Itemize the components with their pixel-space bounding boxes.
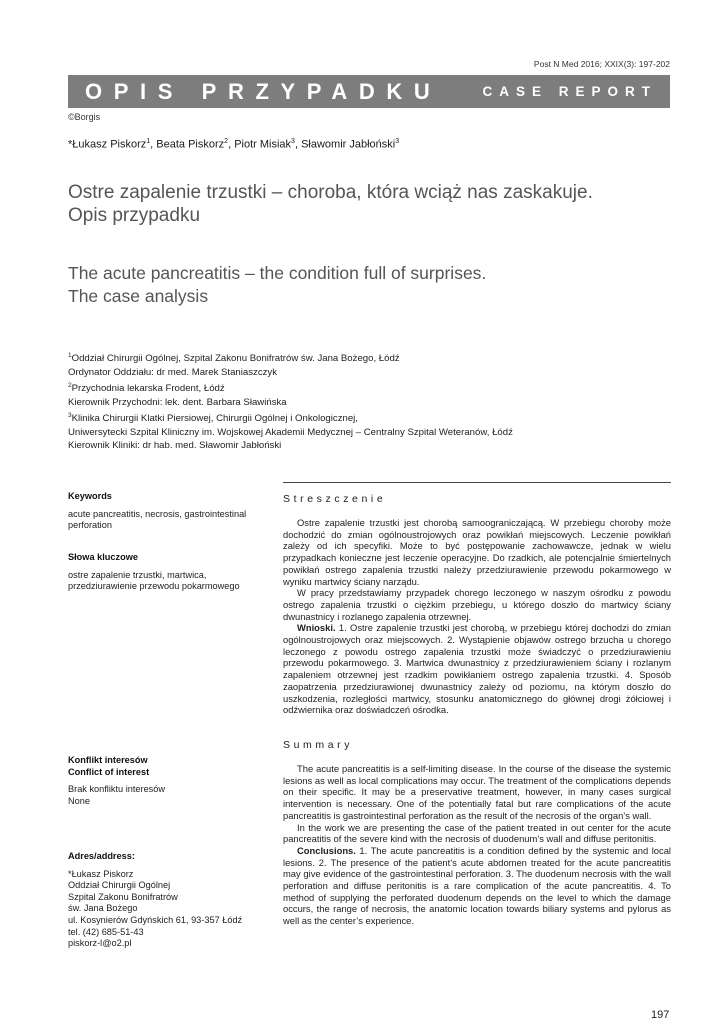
banner-label-polish: OPIS PRZYPADKU <box>85 78 442 104</box>
affiliation-head: Ordynator Oddziału: dr med. Marek Staniaszczyk <box>68 366 278 378</box>
affiliation-text: Przychodnia lekarska Frodent, Łódź <box>71 383 225 395</box>
author-name: Piotr Misiak <box>234 138 292 151</box>
affiliation-text: Klinika Chirurgii Klatki Piersiowej, Chirurgii Ogólnej i Onkologicznej, <box>71 413 358 425</box>
keywords-heading: Keywords <box>68 491 112 501</box>
author-name: Sławomir Jabłoński <box>301 138 396 151</box>
address-section <box>68 851 264 950</box>
affiliation-head: Kierownik Przychodni: lek. dent. Barbara Sławińska <box>68 396 287 408</box>
copyright-notice: ©Borgis <box>68 112 101 122</box>
slowa-kluczowe-text: ostre zapalenie trzustki, martwica, przedziurawienie przewodu pokarmowego <box>68 569 240 592</box>
conflict-text-english: None <box>68 795 90 806</box>
summary-paragraph: In the work we are presenting the case of the patient treated in out center for the acute pancreatitis of the severe kind with the necrosis of duodenum’s wall and diffuse peritonitis. <box>283 821 671 845</box>
address-line: Oddział Chirurgii Ogólnej <box>68 880 171 891</box>
address-line: *Łukasz Piskorz <box>68 868 134 879</box>
author-name: Beata Piskorz <box>156 138 225 151</box>
author-separator: , <box>294 138 302 151</box>
address-line: ul. Kosynierów Gdyńskich 61, 93-357 Łódź <box>68 914 243 925</box>
summary-heading: Summary <box>283 739 354 751</box>
address-block <box>68 869 264 950</box>
author-name: *Łukasz Piskorz <box>68 138 147 151</box>
affiliation-text: Oddział Chirurgii Ogólnej, Szpital Zakonu Bonifratrów św. Jana Bożego, Łódź <box>71 353 400 365</box>
slowa-kluczowe-heading: Słowa kluczowe <box>68 552 138 562</box>
address-phone: tel. (42) 685-51-43 <box>68 926 144 937</box>
streszczenie-paragraph: Ostre zapalenie trzustki jest chorobą samoograniczającą. W przebiegu choroby może dochodzić do zmian ogólnoustrojowych oraz powikłań miejscowych. Leczenie powikłań zależy od ich specyfiki. Może to być postępowanie zachowawcze, jednak w wielu przypadkach konieczne jest leczenie operacyjne. Do rzadkich, ale potencjalnie śmiertelnych powikłań ostrego zapalenia trzustki należy przedziurawienie przewodu pokarmowego w wyniku martwicy ściany narządu. <box>283 517 671 587</box>
author-affiliation-number: 3 <box>395 138 400 145</box>
affiliation-number: 1 <box>68 352 72 359</box>
affiliation-number: 3 <box>68 412 72 419</box>
conflict-heading-english: Conflict of interest <box>68 766 150 777</box>
title-polish-line: Ostre zapalenie trzustki – choroba, która wciąż nas zaskakuje. <box>68 182 593 203</box>
conclusions-text: 1. Ostre zapalenie trzustki jest chorobą, w przebiegu której dochodzi do zmian ogólnoustrojowych oraz miejscowych. 2. Wystąpienie objawów ostrego brzucha u chorego leczonego z powodu ostrego zapalenia trzustki może świadczyć o przedziurawieniu przewodu pokarmowego. 3. Martwica dwunastnicy z przedziurawieniem ściany i rozlanym zapaleniem otrzewnej jest rzadkim powikłaniem ostrego zapalenia trzustki. 4. Sposób zaopatrzenia przedziurawionej dwunastnicy zależy od poziomu, na którym doszło do uszkodzenia, rozległości martwicy, stosunku anatomicznego do głównej drogi żółciowej i odźwiernika oraz doświadczeń ośrodka. <box>283 622 671 716</box>
streszczenie-paragraph: W pracy przedstawiamy przypadek chorego leczonego w naszym ośrodku z powodu ostrego zapalenia trzustki o ciężkim przebiegu, u którego doszło do martwicy ściany dwunastnicy i rozlanego zapalenia otrzewnej. <box>283 587 671 622</box>
author-affiliation-number: 2 <box>224 138 229 145</box>
keywords-text: acute pancreatitis, necrosis, gastrointestinal perforation <box>68 508 247 531</box>
slowa-kluczowe-section <box>68 552 264 593</box>
affiliation-line <box>68 349 668 366</box>
conflict-heading-polish: Konflikt interesów <box>68 755 148 765</box>
address-line: Szpital Zakonu Bonifratrów <box>68 891 178 902</box>
streszczenie-conclusions <box>283 622 671 716</box>
author-affiliation-number: 3 <box>291 138 295 145</box>
title-english <box>68 262 668 308</box>
affiliation-line <box>68 379 668 396</box>
section-divider <box>283 482 671 483</box>
affiliation-line <box>68 409 668 426</box>
title-polish-line: Opis przypadku <box>68 205 201 226</box>
banner-label-english: CASE REPORT <box>482 84 657 99</box>
title-english-line: The acute pancreatitis – the condition full of surprises. <box>68 263 487 283</box>
keywords-section <box>68 491 264 532</box>
title-english-line: The case analysis <box>68 286 209 306</box>
address-email: piskorz-l@o2.pl <box>68 938 132 949</box>
author-list <box>68 138 399 151</box>
journal-reference: Post N Med 2016; XXIX(3): 197-202 <box>533 59 670 69</box>
title-polish <box>68 181 668 227</box>
affiliation-head: Kierownik Kliniki: dr hab. med. Sławomir Jabłoński <box>68 440 282 451</box>
author-separator: , <box>228 138 235 151</box>
conflict-of-interest-section <box>68 755 264 807</box>
summary-conclusions <box>283 845 671 927</box>
affiliation-number: 2 <box>68 382 72 389</box>
conflict-text-polish: Brak konfliktu interesów <box>68 784 166 795</box>
author-separator: , <box>150 138 157 151</box>
address-line: św. Jana Bożego <box>68 903 138 914</box>
author-affiliation-number: 1 <box>146 138 151 145</box>
summary-paragraph: The acute pancreatitis is a self-limiting disease. In the course of the disease the systemic lesions as well as local complications may occur. The treatment of the complications depends on their specific. It may be a preservative treatment, however, in many cases surgical intervention is necessary. One of the potentially fatal but rare complications of the acute pancreatitis is gastrointestinal perforation as the result of the necrosis of the organ’s wall. <box>283 763 671 821</box>
conclusions-text: 1. The acute pancreatitis is a condition defined by the systemic and local lesions. 2. The presence of the patient’s acute abdomen treated for the acute pancreatitis may give evidence of the gastrointestinal perforation. 3. The duodenum necrosis with the wall perforation and diffuse peritonitis is a rare complication of the acute pancreatitis. 4. To method of supplying the perforated duodenum depends on the level to which the damage occurs, the range of necrosis, the anatomic location towards biliary systems and pylorus as well as the center’s experience. <box>283 844 671 927</box>
conclusions-label: Conclusions. <box>297 844 356 856</box>
streszczenie-heading: Streszczenie <box>283 493 387 505</box>
affiliation-line-continued: Uniwersytecki Szpital Kliniczny im. Wojskowej Akademii Medycznej – Centralny Szpital Weteranów, Łódź <box>68 426 513 438</box>
affiliations <box>68 349 668 452</box>
page-number: 197 <box>651 1009 670 1021</box>
address-heading: Adres/address: <box>68 851 135 861</box>
article-type-banner <box>68 75 670 108</box>
conclusions-label: Wnioski. <box>297 622 336 634</box>
summary-body <box>283 763 671 927</box>
streszczenie-body <box>283 517 671 716</box>
